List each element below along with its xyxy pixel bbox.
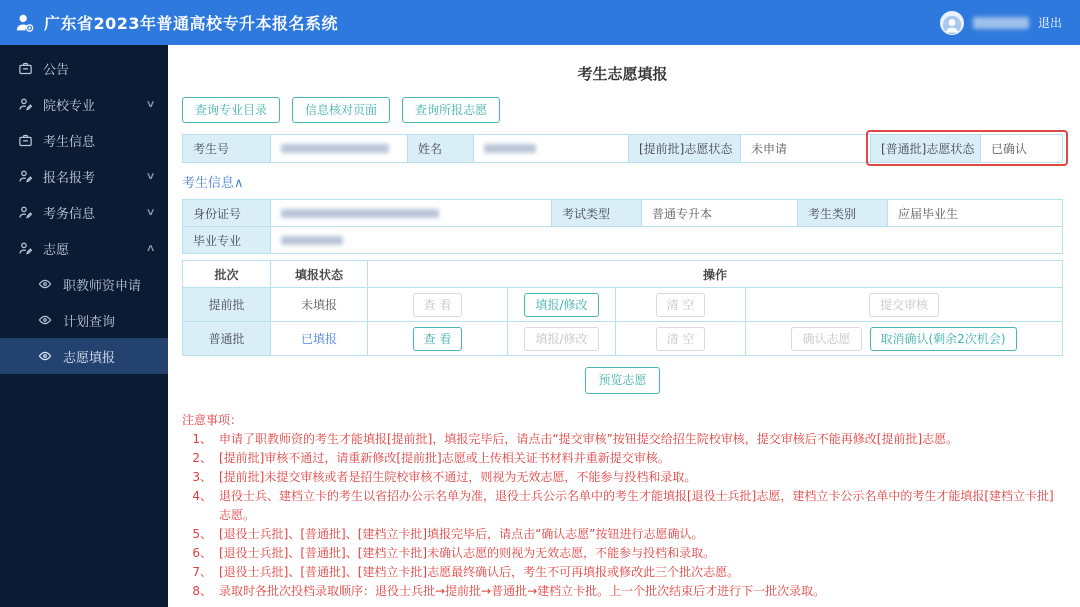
query-submitted-preferences-button[interactable]: 查询所报志愿: [402, 97, 500, 123]
regular-batch-status-label: [普通批]志愿状态: [871, 135, 981, 163]
exam-type-value: 普通专升本: [642, 200, 798, 227]
batch-name: 提前批: [183, 288, 271, 322]
sidebar-subitem-vocational-teacher-application[interactable]: [0, 266, 168, 302]
exam-type-label: 考试类型: [552, 200, 642, 227]
fill-status: 已填报: [271, 322, 368, 356]
sidebar-nav: [0, 45, 168, 607]
graduation-major-value: [271, 227, 1063, 254]
note-item: 4、 退役士兵、建档立卡的考生以省招办公示名单为准，退役士兵公示名单中的考生才能填报[退役士兵批]志愿，建档立卡公示名单中的考生才能填报[建档立卡批]志愿。: [192, 488, 1054, 522]
sidebar-item-label: 志愿填报: [63, 350, 116, 366]
candidate-detail-table: [182, 199, 1063, 254]
graduation-major-redacted: [281, 236, 343, 245]
caret-up-icon: ∧: [234, 176, 244, 192]
sidebar-item-label: 计划查询: [63, 314, 116, 330]
note-item: 1、 申请了职教师资的考生才能填报[提前批]，填报完毕后，请点击“提交审核”按钮提交给招生院校审核，提交审核后不能再修改[提前批]志愿。: [192, 431, 959, 446]
person-edit-icon: [18, 97, 33, 112]
sidebar-subitem-preference-filling[interactable]: [0, 338, 168, 374]
sidebar-item-institutions-majors[interactable]: [0, 86, 168, 122]
clear-button[interactable]: 清 空: [656, 327, 706, 351]
id-number-value: [271, 200, 552, 227]
early-batch-status-value: 未申请: [741, 135, 871, 163]
sidebar-item-exam-info[interactable]: [0, 194, 168, 230]
note-item: 7、 [退役士兵批]、[普通批]、[建档立卡批]志愿最终确认后，考生不可再填报或修改此三个批次志愿。: [192, 564, 740, 579]
batch-column-header: 批次: [183, 261, 271, 288]
query-major-catalog-button[interactable]: 查询专业目录: [182, 97, 280, 123]
candidate-no-value: [271, 135, 408, 163]
submit-review-button[interactable]: 提交审核: [869, 293, 939, 317]
note-item: 3、 [提前批]未提交审核或者是招生院校审核不通过，则视为无效志愿，不能参与投档和录取。: [192, 469, 697, 484]
candidate-category-value: 应届毕业生: [888, 200, 1063, 227]
sidebar-item-preferences[interactable]: [0, 230, 168, 266]
toolbar: [182, 97, 1063, 123]
page-title: 考生志愿填报: [577, 65, 668, 83]
fill-edit-button[interactable]: 填报/修改: [524, 293, 598, 317]
view-button[interactable]: 查 看: [413, 293, 463, 317]
name-redacted: [484, 144, 536, 153]
cancel-confirmation-button[interactable]: 取消确认(剩余2次机会): [870, 327, 1017, 351]
person-edit-icon: [18, 241, 33, 256]
sidebar-item-label: 考生信息: [43, 134, 96, 150]
confirm-preferences-button[interactable]: 确认志愿: [791, 327, 861, 351]
sidebar-item-label: 志愿: [43, 242, 70, 258]
chevron-down-icon: ∨: [145, 98, 156, 110]
operations-column-header: 操作: [368, 261, 1063, 288]
briefcase-icon: [18, 133, 33, 148]
id-number-redacted: [281, 209, 439, 218]
clear-button[interactable]: 清 空: [656, 293, 706, 317]
sidebar-item-candidate-info[interactable]: [0, 122, 168, 158]
batch-table-header: [183, 261, 1063, 288]
name-label: 姓名: [408, 135, 474, 163]
username-redacted: [973, 17, 1029, 29]
view-button[interactable]: 查 看: [413, 327, 463, 351]
sidebar-item-label: 考务信息: [43, 206, 96, 222]
graduation-major-label: 毕业专业: [183, 227, 271, 254]
eye-icon: [38, 313, 53, 328]
info-verification-page-button[interactable]: 信息核对页面: [292, 97, 390, 123]
eye-icon: [38, 277, 53, 292]
preview-preferences-button[interactable]: 预览志愿: [585, 367, 659, 393]
person-edit-icon: [18, 169, 33, 184]
note-item: 5、 [退役士兵批]、[普通批]、[建档立卡批]填报完毕后，请点击“确认志愿”按钮进行志愿确认。: [192, 526, 704, 541]
regular-batch-status-value: 已确认: [981, 135, 1063, 163]
candidate-info-toggle[interactable]: 考生信息∧: [182, 176, 244, 192]
eye-icon: [38, 349, 53, 364]
candidate-summary-row: [182, 134, 1063, 163]
id-number-label: 身份证号: [183, 200, 271, 227]
sidebar-item-label: 报名报考: [43, 170, 96, 186]
user-add-icon: [14, 12, 36, 34]
note-item: 6、 [退役士兵批]、[普通批]、[建档立卡批]未确认志愿的则视为无效志愿，不能参与投档和录取。: [192, 545, 716, 560]
notes-title: 注意事项：: [182, 412, 243, 427]
table-row-early-batch: [183, 288, 1063, 322]
sidebar-item-label: 职教师资申请: [63, 278, 142, 294]
sidebar-item-label: 公告: [43, 62, 70, 78]
note-item: 2、 [提前批]审核不通过，请重新修改[提前批]志愿或上传相关证书材料并重新提交审核。: [192, 450, 670, 465]
table-row-regular-batch: [183, 322, 1063, 356]
chevron-down-icon: ∨: [145, 206, 156, 218]
user-avatar[interactable]: [940, 11, 964, 35]
main-content: [168, 45, 1080, 607]
candidate-category-label: 考生类别: [798, 200, 888, 227]
sidebar-item-announcements[interactable]: [0, 50, 168, 86]
candidate-no-redacted: [281, 144, 389, 153]
sidebar-subitem-plan-query[interactable]: [0, 302, 168, 338]
fill-edit-button[interactable]: 填报/修改: [524, 327, 598, 351]
chevron-up-icon: ∧: [145, 242, 156, 254]
status-column-header: 填报状态: [271, 261, 368, 288]
app-header: [0, 0, 1080, 45]
briefcase-icon: [18, 61, 33, 76]
notes-section: [182, 411, 1063, 601]
name-value: [474, 135, 629, 163]
candidate-no-label: 考生号: [183, 135, 271, 163]
sidebar-item-registration[interactable]: [0, 158, 168, 194]
app-title: 广东省2023年普通高校专升本报名系统: [44, 14, 339, 33]
fill-status: 未填报: [271, 288, 368, 322]
person-edit-icon: [18, 205, 33, 220]
chevron-down-icon: ∨: [145, 170, 156, 182]
logout-button[interactable]: 退出: [1037, 16, 1062, 30]
note-item: 8、 录取时各批次投档录取顺序：退役士兵批→提前批→普通批→建档立卡批。上一个批次结束后才进行下一批次录取。: [192, 583, 826, 598]
sidebar-item-label: 院校专业: [43, 98, 96, 114]
batch-table: [182, 260, 1063, 356]
early-batch-status-label: [提前批]志愿状态: [629, 135, 741, 163]
batch-name: 普通批: [183, 322, 271, 356]
